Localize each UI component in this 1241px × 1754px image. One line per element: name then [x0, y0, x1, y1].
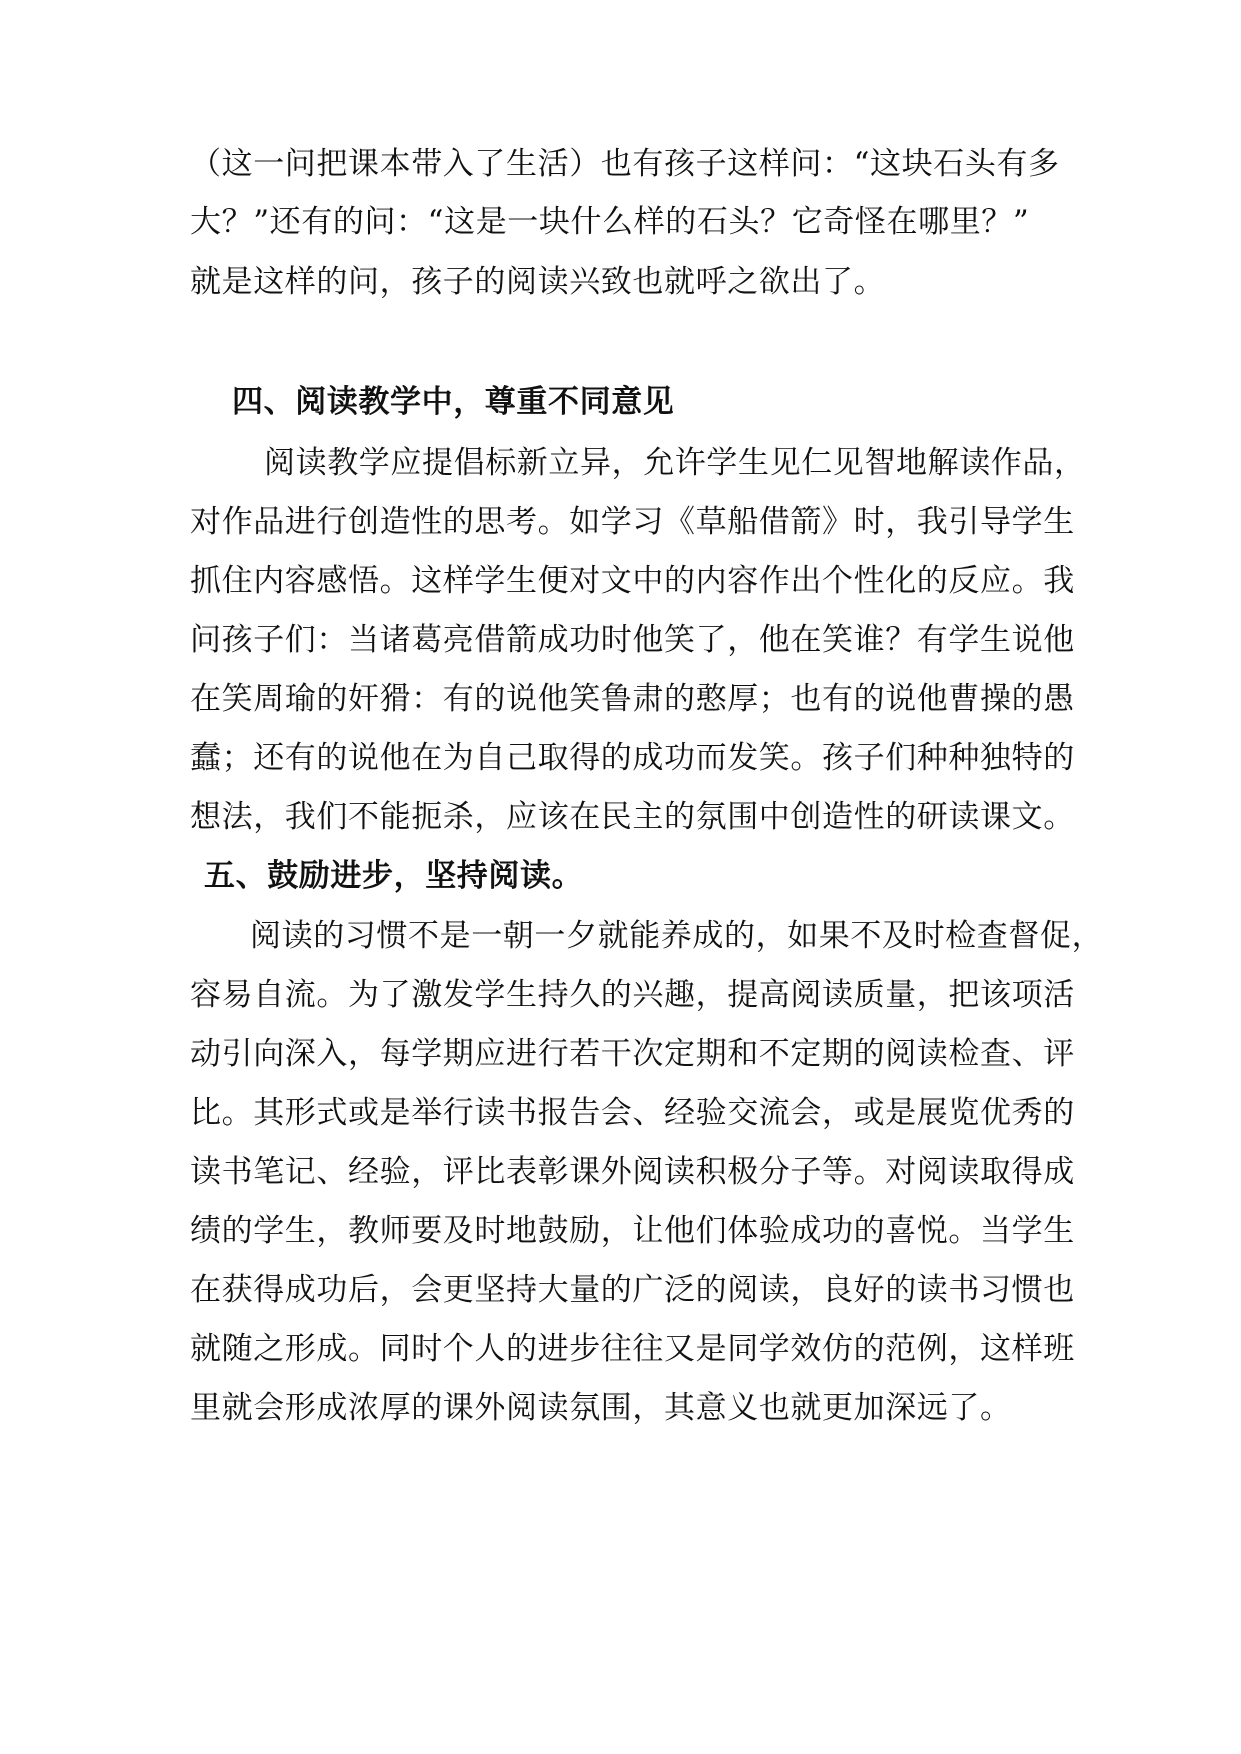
- paragraph-line: 里就会形成浓厚的课外阅读氛围，其意义也就更加深远了。: [190, 1390, 1012, 1426]
- paragraph-line: 在笑周瑜的奸猾：有的说他笑鲁肃的憨厚；也有的说他曹操的愚: [190, 681, 1075, 717]
- paragraph-line: （这一问把课本带入了生活）也有孩子这样问：“这块石头有多: [190, 146, 1060, 182]
- paragraph-line: 动引向深入，每学期应进行若干次定期和不定期的阅读检查、评: [190, 1036, 1075, 1072]
- section-heading-5: 五、鼓励进步，坚持阅读。: [204, 858, 584, 894]
- paragraph-line: 阅读教学应提倡标新立异，允许学生见仁见智地解读作品，: [264, 445, 1086, 481]
- paragraph-line: 大？”还有的问：“这是一块什么样的石头？它奇怪在哪里？”: [190, 204, 1030, 240]
- paragraph-line: 比。其形式或是举行读书报告会、经验交流会，或是展览优秀的: [190, 1095, 1075, 1131]
- section-heading-4: 四、阅读教学中，尊重不同意见: [232, 384, 675, 420]
- paragraph-line: 想法，我们不能扼杀，应该在民主的氛围中创造性的研读课文。: [190, 799, 1075, 835]
- paragraph-line: 绩的学生，教师要及时地鼓励，让他们体验成功的喜悦。当学生: [190, 1213, 1075, 1249]
- paragraph-line: 问孩子们：当诸葛亮借箭成功时他笑了，他在笑谁？有学生说他: [190, 622, 1075, 658]
- paragraph-line: 就是这样的问，孩子的阅读兴致也就呼之欲出了。: [190, 264, 886, 300]
- paragraph-line: 读书笔记、经验，评比表彰课外阅读积极分子等。对阅读取得成: [190, 1154, 1075, 1190]
- paragraph-line: 阅读的习惯不是一朝一夕就能养成的，如果不及时检查督促，: [250, 918, 1104, 954]
- paragraph-line: 抓住内容感悟。这样学生便对文中的内容作出个性化的反应。我: [190, 563, 1075, 599]
- paragraph-line: 就随之形成。同时个人的进步往往又是同学效仿的范例，这样班: [190, 1331, 1075, 1367]
- paragraph-line: 容易自流。为了激发学生持久的兴趣，提高阅读质量，把该项活: [190, 977, 1075, 1013]
- paragraph-line: 在获得成功后，会更坚持大量的广泛的阅读，良好的读书习惯也: [190, 1272, 1075, 1308]
- paragraph-line: 蠢；还有的说他在为自己取得的成功而发笑。孩子们种种独特的: [190, 740, 1075, 776]
- paragraph-line: 对作品进行创造性的思考。如学习《草船借箭》时，我引导学生: [190, 504, 1075, 540]
